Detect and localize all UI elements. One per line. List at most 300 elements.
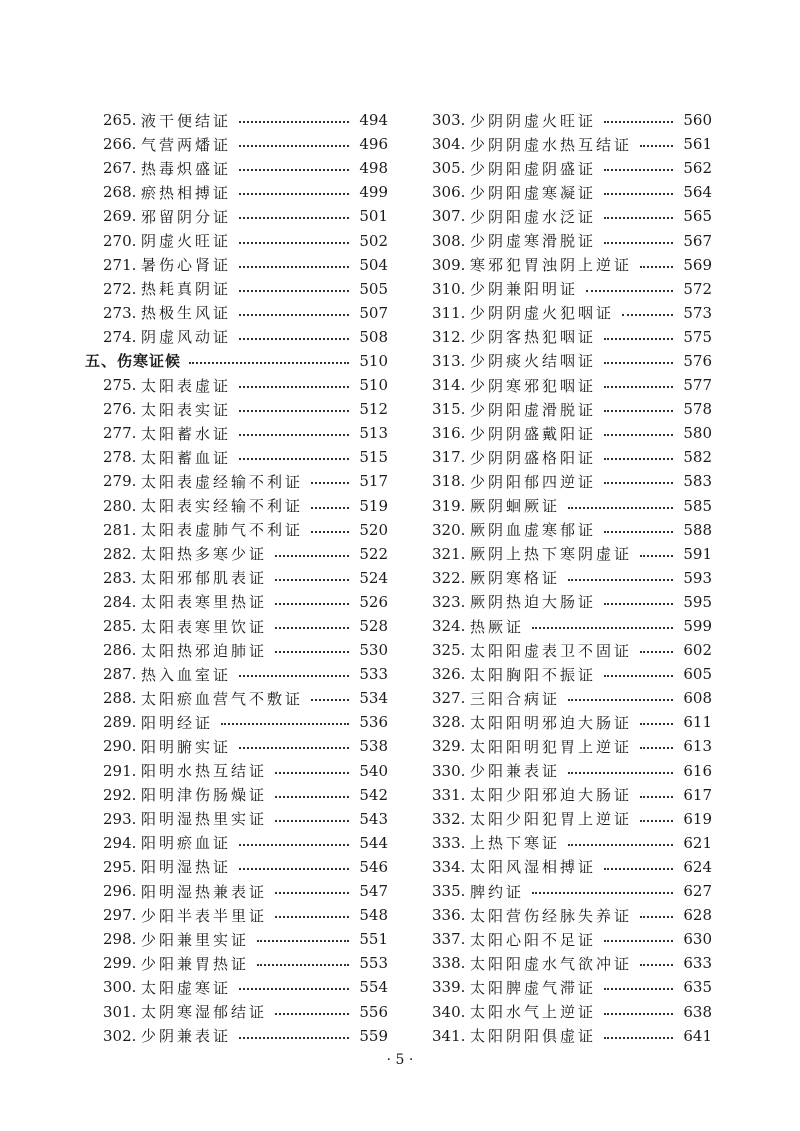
entry-page-number: 633 (683, 954, 712, 973)
entry-page-number: 617 (683, 785, 712, 804)
dot-leader (275, 916, 349, 918)
entry-number: 295. (103, 857, 137, 876)
dot-leader (604, 121, 673, 123)
dot-leader (275, 796, 349, 798)
toc-entry (103, 879, 388, 903)
entry-title: 太阳少阳邪迫大肠证 (470, 786, 633, 805)
toc-entry (103, 277, 388, 301)
entry-number: 324. (432, 617, 466, 636)
toc-entry (103, 301, 388, 325)
dot-leader (257, 964, 349, 966)
toc-entry (103, 590, 388, 614)
entry-page-number: 578 (683, 400, 712, 419)
toc-entry (432, 927, 712, 951)
entry-number: 279. (103, 472, 137, 491)
entry-page-number: 512 (359, 400, 388, 419)
entry-number: 297. (103, 906, 137, 925)
entry-number: 308. (432, 231, 466, 250)
entry-page-number: 510 (359, 351, 388, 370)
entry-title: 少阴阴虚水热互结证 (470, 135, 633, 154)
dot-leader (586, 290, 673, 292)
entry-number: 316. (432, 424, 466, 443)
entry-number: 269. (103, 207, 137, 226)
entry-title: 寒邪犯胃浊阴上逆证 (470, 256, 633, 275)
entry-number: 303. (432, 111, 466, 130)
dot-leader (239, 338, 349, 340)
dot-leader (604, 217, 673, 219)
entry-page-number: 569 (683, 255, 712, 274)
entry-number: 302. (103, 1026, 137, 1045)
entry-page-number: 524 (359, 568, 388, 587)
entry-number: 271. (103, 255, 137, 274)
dot-leader (275, 555, 349, 557)
entry-title: 少阳兼表证 (470, 762, 561, 781)
toc-entry (103, 325, 388, 349)
toc-entry (103, 903, 388, 927)
toc-entry (432, 807, 712, 831)
entry-title: 少阴兼表证 (141, 1027, 232, 1046)
entry-page-number: 544 (359, 833, 388, 852)
entry-title: 少阴阳虚滑脱证 (470, 400, 597, 419)
entry-title: 太阴寒湿郁结证 (141, 1003, 268, 1022)
entry-page-number: 520 (359, 520, 388, 539)
entry-number: 313. (432, 351, 466, 370)
entry-page-number: 556 (359, 1002, 388, 1021)
entry-title: 少阴阴盛戴阳证 (470, 424, 597, 443)
entry-page-number: 638 (683, 1002, 712, 1021)
toc-entry (103, 638, 388, 662)
entry-title: 少阳兼里实证 (141, 930, 250, 949)
toc-entry (103, 807, 388, 831)
entry-number: 327. (432, 689, 466, 708)
entry-title: 阳明津伤肠燥证 (141, 786, 268, 805)
entry-page-number: 494 (359, 111, 388, 130)
entry-page-number: 602 (683, 641, 712, 660)
entry-page-number: 522 (359, 544, 388, 563)
entry-title: 太阳热多寒少证 (141, 545, 268, 564)
entry-title: 邪留阴分证 (141, 207, 232, 226)
entry-title: 阴虚火旺证 (141, 232, 232, 251)
entry-title: 太阳水气上逆证 (470, 1003, 597, 1022)
toc-entry (103, 228, 388, 252)
dot-leader (640, 145, 673, 147)
entry-title: 上热下寒证 (470, 834, 561, 853)
entry-page-number: 588 (683, 520, 712, 539)
dot-leader (604, 338, 673, 340)
toc-entry (432, 445, 712, 469)
dot-leader (604, 482, 673, 484)
dot-leader (640, 747, 673, 749)
entry-number: 265. (103, 111, 137, 130)
entry-page-number: 540 (359, 761, 388, 780)
entry-page-number: 517 (359, 472, 388, 491)
entry-page-number: 576 (683, 351, 712, 370)
dot-leader (622, 314, 673, 316)
entry-page-number: 496 (359, 135, 388, 154)
toc-entry (103, 759, 388, 783)
entry-title: 少阴阳虚寒凝证 (470, 183, 597, 202)
entry-number: 289. (103, 713, 137, 732)
entry-page-number: 577 (683, 376, 712, 395)
dot-leader (275, 579, 349, 581)
entry-title: 太阳热邪迫肺证 (141, 641, 268, 660)
toc-entry (432, 397, 712, 421)
entry-number: 317. (432, 448, 466, 467)
toc-entry (432, 686, 712, 710)
entry-page-number: 611 (683, 713, 712, 732)
toc-entry (103, 566, 388, 590)
entry-number: 266. (103, 135, 137, 154)
entry-page-number: 593 (683, 568, 712, 587)
toc-entry (432, 903, 712, 927)
toc-entry (103, 542, 388, 566)
entry-page-number: 591 (683, 544, 712, 563)
entry-page-number: 519 (359, 496, 388, 515)
entry-title: 液干便结证 (141, 111, 232, 130)
entry-number: 337. (432, 930, 466, 949)
dot-leader (239, 675, 349, 677)
entry-title: 阳明湿热证 (141, 858, 232, 877)
entry-page-number: 504 (359, 255, 388, 274)
entry-number: 315. (432, 400, 466, 419)
entry-title: 脾约证 (470, 882, 525, 901)
entry-page-number: 547 (359, 882, 388, 901)
toc-entry (432, 566, 712, 590)
entry-page-number: 546 (359, 857, 388, 876)
toc-entry (432, 253, 712, 277)
entry-page-number: 616 (683, 761, 712, 780)
entry-title: 太阳表实证 (141, 400, 232, 419)
entry-number: 275. (103, 376, 137, 395)
entry-title: 气营两燔证 (141, 135, 232, 154)
entry-number: 299. (103, 954, 137, 973)
entry-page-number: 599 (683, 617, 712, 636)
entry-page-number: 582 (683, 448, 712, 467)
dot-leader (604, 242, 673, 244)
entry-number: 325. (432, 641, 466, 660)
entry-number: 335. (432, 882, 466, 901)
toc-entry (103, 108, 388, 132)
entry-number: 276. (103, 400, 137, 419)
toc-entry (103, 951, 388, 975)
entry-page-number: 501 (359, 207, 388, 226)
entry-number: 307. (432, 207, 466, 226)
entry-number: 339. (432, 978, 466, 997)
toc-entry (103, 686, 388, 710)
entry-title: 阴虚风动证 (141, 328, 232, 347)
entry-page-number: 628 (683, 906, 712, 925)
dot-leader (239, 868, 349, 870)
entry-title: 少阴寒邪犯咽证 (470, 376, 597, 395)
entry-number: 318. (432, 472, 466, 491)
entry-title: 少阴阳虚阴盛证 (470, 159, 597, 178)
dot-leader (239, 747, 349, 749)
entry-page-number: 605 (683, 665, 712, 684)
entry-title: 少阴阴盛格阳证 (470, 448, 597, 467)
toc-entry (432, 373, 712, 397)
dot-leader (311, 699, 349, 701)
entry-number: 285. (103, 617, 137, 636)
toc-entry (432, 734, 712, 758)
entry-title: 少阴阴虚火犯咽证 (470, 304, 615, 323)
entry-title: 太阳风湿相搏证 (470, 858, 597, 877)
entry-number: 291. (103, 761, 137, 780)
dot-leader (604, 675, 673, 677)
entry-page-number: 595 (683, 592, 712, 611)
entry-page-number: 526 (359, 592, 388, 611)
entry-number: 282. (103, 544, 137, 563)
dot-leader (604, 940, 673, 942)
entry-title: 太阳蓄血证 (141, 448, 232, 467)
dot-leader (239, 242, 349, 244)
entry-title: 热毒炽盛证 (141, 159, 232, 178)
entry-number: 330. (432, 761, 466, 780)
entry-title: 太阳表虚经输不利证 (141, 472, 304, 491)
entry-page-number: 621 (683, 833, 712, 852)
toc-entry (103, 253, 388, 277)
toc-entry (103, 614, 388, 638)
entry-number: 274. (103, 327, 137, 346)
toc-entry (432, 132, 712, 156)
entry-number: 270. (103, 231, 137, 250)
entry-page-number: 608 (683, 689, 712, 708)
entry-number: 304. (432, 135, 466, 154)
dot-leader (604, 193, 673, 195)
dot-leader (604, 531, 673, 533)
entry-page-number: 548 (359, 906, 388, 925)
dot-leader (640, 964, 673, 966)
entry-number: 320. (432, 520, 466, 539)
dot-leader (275, 651, 349, 653)
dot-leader (532, 892, 673, 894)
toc-left-column (85, 108, 388, 1048)
entry-number: 301. (103, 1002, 137, 1021)
entry-title: 阳明湿热里实证 (141, 810, 268, 829)
entry-title: 厥阴热迫大肠证 (470, 593, 597, 612)
entry-number: 288. (103, 689, 137, 708)
toc-entry (432, 325, 712, 349)
entry-title: 太阳阳明犯胃上逆证 (470, 737, 633, 756)
dot-leader (640, 651, 673, 653)
entry-title: 阳明经证 (141, 713, 214, 732)
entry-page-number: 543 (359, 809, 388, 828)
entry-title: 太阳虚寒证 (141, 978, 232, 997)
entry-number: 341. (432, 1026, 466, 1045)
dot-leader (239, 290, 349, 292)
entry-title: 太阳蓄水证 (141, 424, 232, 443)
entry-title: 热入血室证 (141, 665, 232, 684)
entry-title: 太阳表实经输不利证 (141, 497, 304, 516)
entry-page-number: 627 (683, 882, 712, 901)
toc-entry (432, 156, 712, 180)
entry-page-number: 567 (683, 231, 712, 250)
entry-number: 328. (432, 713, 466, 732)
toc-entry (432, 301, 712, 325)
entry-page-number: 624 (683, 857, 712, 876)
toc-entry (103, 855, 388, 879)
dot-leader (239, 458, 349, 460)
entry-number: 286. (103, 641, 137, 660)
entry-title: 热耗真阴证 (141, 280, 232, 299)
entry-number: 334. (432, 857, 466, 876)
toc-entry (432, 1024, 712, 1048)
dot-leader (239, 193, 349, 195)
toc-entry (432, 879, 712, 903)
entry-title: 太阳瘀血营气不敷证 (141, 689, 304, 708)
dot-leader (568, 844, 673, 846)
toc-entry (103, 180, 388, 204)
dot-leader (239, 1037, 349, 1039)
dot-leader (532, 627, 673, 629)
entry-number: 272. (103, 279, 137, 298)
entry-title: 少阴客热犯咽证 (470, 328, 597, 347)
entry-title: 厥阴寒格证 (470, 569, 561, 588)
dot-leader (275, 1013, 349, 1015)
entry-number: 340. (432, 1002, 466, 1021)
dot-leader (604, 410, 673, 412)
toc-entry (103, 397, 388, 421)
entry-page-number: 561 (683, 135, 712, 154)
dot-leader (239, 988, 349, 990)
toc-entry (432, 855, 712, 879)
dot-leader (568, 772, 673, 774)
toc-entry (432, 469, 712, 493)
toc-entry (432, 999, 712, 1023)
toc-entry (432, 228, 712, 252)
toc-entry (432, 180, 712, 204)
entry-page-number: 513 (359, 424, 388, 443)
toc-entry (103, 204, 388, 228)
toc-section-heading (85, 349, 388, 373)
entry-number: 273. (103, 303, 137, 322)
entry-number: 290. (103, 737, 137, 756)
toc-entry (432, 662, 712, 686)
toc-entry (432, 831, 712, 855)
toc-entry (432, 349, 712, 373)
toc-right-column (432, 108, 712, 1048)
entry-page-number: 534 (359, 689, 388, 708)
entry-number: 319. (432, 496, 466, 515)
entry-page-number: 528 (359, 617, 388, 636)
entry-number: 284. (103, 592, 137, 611)
entry-title: 太阳表寒里热证 (141, 593, 268, 612)
entry-number: 296. (103, 882, 137, 901)
entry-title: 厥阴血虚寒郁证 (470, 521, 597, 540)
entry-number: 321. (432, 544, 466, 563)
entry-page-number: 583 (683, 472, 712, 491)
dot-leader (568, 579, 673, 581)
entry-title: 阳明腑实证 (141, 737, 232, 756)
entry-page-number: 585 (683, 496, 712, 515)
entry-title: 少阴阴虚火旺证 (470, 111, 597, 130)
entry-number: 268. (103, 183, 137, 202)
dot-leader (275, 820, 349, 822)
entry-title: 少阴虚寒滑脱证 (470, 232, 597, 251)
toc-entry (432, 518, 712, 542)
toc-entry (432, 590, 712, 614)
toc-entry (103, 132, 388, 156)
entry-number: 281. (103, 520, 137, 539)
dot-leader (239, 169, 349, 171)
entry-number: 338. (432, 954, 466, 973)
entry-page-number: 562 (683, 159, 712, 178)
entry-page-number: 498 (359, 159, 388, 178)
entry-page-number: 536 (359, 713, 388, 732)
entry-number: 294. (103, 833, 137, 852)
dot-leader (239, 434, 349, 436)
entry-number: 306. (432, 183, 466, 202)
entry-title: 阳明瘀血证 (141, 834, 232, 853)
toc-entry (432, 277, 712, 301)
dot-leader (640, 723, 673, 725)
toc-entry (103, 710, 388, 734)
dot-leader (604, 386, 673, 388)
dot-leader (239, 217, 349, 219)
entry-title: 厥阴蛔厥证 (470, 497, 561, 516)
entry-page-number: 554 (359, 978, 388, 997)
entry-title: 太阳邪郁肌表证 (141, 569, 268, 588)
dot-leader (640, 820, 673, 822)
dot-leader (640, 555, 673, 557)
dot-leader (275, 603, 349, 605)
entry-number: 305. (432, 159, 466, 178)
toc-entry (103, 494, 388, 518)
entry-title: 三阳合病证 (470, 689, 561, 708)
entry-number: 336. (432, 906, 466, 925)
entry-number: 309. (432, 255, 466, 274)
dot-leader (275, 892, 349, 894)
dot-leader (239, 121, 349, 123)
toc-entry (103, 975, 388, 999)
toc-entry (432, 614, 712, 638)
dot-leader (640, 796, 673, 798)
dot-leader (604, 603, 673, 605)
toc-entry (103, 373, 388, 397)
entry-title: 阳明水热互结证 (141, 762, 268, 781)
entry-page-number: 559 (359, 1026, 388, 1045)
entry-title: 少阴兼阳明证 (470, 280, 579, 299)
entry-title: 太阳脾虚气滞证 (470, 978, 597, 997)
entry-page-number: 572 (683, 279, 712, 298)
dot-leader (604, 169, 673, 171)
entry-title: 少阴阳虚水泛证 (470, 207, 597, 226)
dot-leader (239, 386, 349, 388)
dot-leader (604, 362, 673, 364)
dot-leader (311, 507, 349, 509)
entry-number: 333. (432, 833, 466, 852)
toc-entry (432, 108, 712, 132)
entry-page-number: 551 (359, 930, 388, 949)
entry-title: 太阳阳虚水气欲冲证 (470, 954, 633, 973)
entry-page-number: 507 (359, 303, 388, 322)
entry-number: 314. (432, 376, 466, 395)
entry-title: 少阳半表半里证 (141, 906, 268, 925)
toc-entry (432, 759, 712, 783)
dot-leader (221, 723, 349, 725)
entry-page-number: 560 (683, 111, 712, 130)
entry-title: 少阴痰火结咽证 (470, 352, 597, 371)
entry-title: 太阳表虚肺气不利证 (141, 521, 304, 540)
entry-page-number: 510 (359, 376, 388, 395)
dot-leader (257, 940, 349, 942)
dot-leader (604, 1037, 673, 1039)
dot-leader (604, 458, 673, 460)
entry-number: 300. (103, 978, 137, 997)
toc-entry (103, 445, 388, 469)
entry-page-number: 619 (683, 809, 712, 828)
entry-title: 少阴阳郁四逆证 (470, 472, 597, 491)
entry-page-number: 575 (683, 327, 712, 346)
